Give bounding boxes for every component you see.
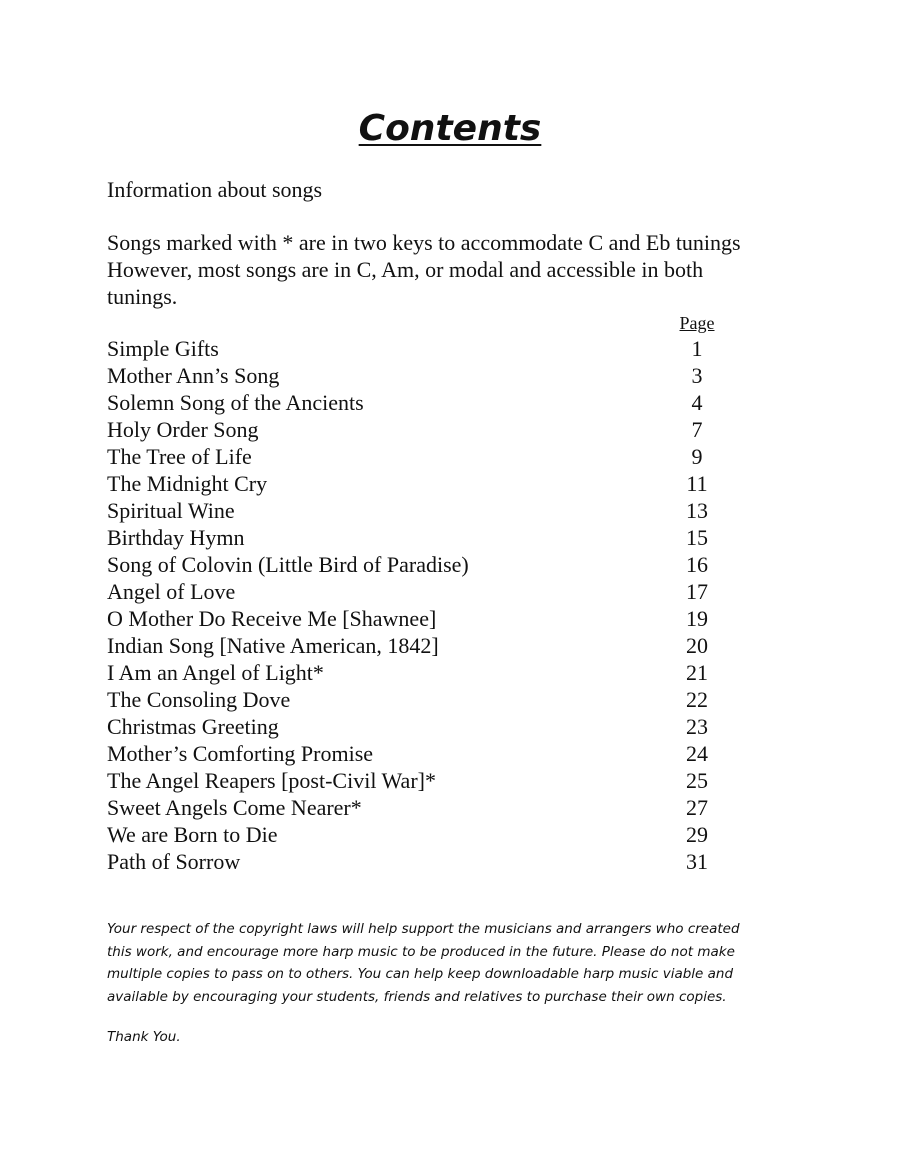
keys-note-line: Songs marked with * are in two keys to accommodate C and Eb tunings [107, 230, 741, 255]
toc-page-number: 1 [691, 336, 703, 361]
toc-page-number: 13 [686, 498, 708, 523]
toc-page-number: 9 [691, 444, 703, 469]
toc-page-number: 29 [686, 822, 708, 847]
toc-song-title: O Mother Do Receive Me [Shawnee] [107, 606, 437, 631]
toc-row [107, 443, 734, 470]
copyright-notice-line: Your respect of the copyright laws will help support the musicians and arrangers who created [107, 921, 740, 937]
keys-note [107, 229, 807, 310]
toc-song-title: Simple Gifts [107, 336, 219, 361]
toc-song-title: Spiritual Wine [107, 498, 235, 523]
toc-song-title: The Angel Reapers [post-Civil War]* [107, 768, 436, 793]
toc-song-title: Indian Song [Native American, 1842] [107, 633, 439, 658]
info-heading: Information about songs [107, 177, 323, 202]
toc-song-title: The Midnight Cry [107, 471, 268, 496]
toc-row [107, 848, 734, 875]
toc-song-title: Mother Ann’s Song [107, 363, 280, 388]
page-column-header: Page [679, 313, 715, 333]
toc-row [107, 605, 734, 632]
toc-song-title: Holy Order Song [107, 417, 259, 442]
thank-you-note: Thank You. [107, 1029, 181, 1045]
toc-page-number: 19 [686, 606, 708, 631]
toc-song-title: The Consoling Dove [107, 687, 291, 712]
toc-page-number: 25 [686, 768, 708, 793]
toc-page-number: 31 [686, 849, 708, 874]
toc-row [107, 767, 734, 794]
toc-song-title: Angel of Love [107, 579, 236, 604]
toc-page-number: 21 [686, 660, 708, 685]
toc-row [107, 389, 734, 416]
toc-row [107, 497, 734, 524]
toc-row [107, 578, 734, 605]
toc-song-title: I Am an Angel of Light* [107, 660, 324, 685]
toc-song-title: Path of Sorrow [107, 849, 241, 874]
toc-page-number: 20 [686, 633, 708, 658]
toc-row [107, 632, 734, 659]
toc-row [107, 659, 734, 686]
toc-row [107, 335, 734, 362]
toc-page-number: 27 [686, 795, 708, 820]
toc-page-number: 16 [686, 552, 708, 577]
toc-page-number: 7 [691, 417, 703, 442]
toc-row [107, 551, 734, 578]
toc-page-number: 11 [686, 471, 708, 496]
copyright-notice-line: this work, and encourage more harp music to be produced in the future. Please do not make [107, 943, 735, 960]
toc-song-title: Sweet Angels Come Nearer* [107, 795, 362, 820]
toc-page-number: 23 [686, 714, 708, 739]
toc-page-number: 3 [691, 363, 703, 388]
toc-row [107, 821, 734, 848]
toc-page-number: 22 [686, 687, 708, 712]
toc-song-title: Mother’s Comforting Promise [107, 741, 374, 766]
toc-song-title: We are Born to Die [107, 822, 278, 847]
toc-page-number: 17 [686, 579, 708, 604]
toc-page-number: 15 [686, 525, 708, 550]
toc-song-title: Birthday Hymn [107, 525, 245, 550]
toc-row [107, 470, 734, 497]
copyright-notice-line: multiple copies to pass on to others. You can help keep downloadable harp music viable and [107, 966, 734, 982]
toc-page-number: 24 [686, 741, 708, 766]
toc-row [107, 416, 734, 443]
keys-note-line: tunings. [107, 284, 178, 309]
keys-note-line: However, most songs are in C, Am, or modal and accessible in both [107, 257, 704, 282]
toc-row [107, 794, 734, 821]
page-title-text: Contents [358, 108, 542, 149]
toc-song-title: Christmas Greeting [107, 714, 279, 739]
copyright-notice [107, 918, 797, 1008]
toc-song-title: Song of Colovin (Little Bird of Paradise) [107, 552, 469, 577]
toc-row [107, 362, 734, 389]
toc-row [107, 713, 734, 740]
toc-row [107, 686, 734, 713]
toc-page-number: 4 [691, 390, 703, 415]
toc-song-title: Solemn Song of the Ancients [107, 390, 364, 415]
toc-row [107, 524, 734, 551]
page-title [0, 104, 900, 154]
toc-list [107, 335, 734, 875]
copyright-notice-line: available by encouraging your students, friends and relatives to purchase their own copies. [107, 988, 727, 1005]
toc-row [107, 740, 734, 767]
toc-song-title: The Tree of Life [107, 444, 252, 469]
